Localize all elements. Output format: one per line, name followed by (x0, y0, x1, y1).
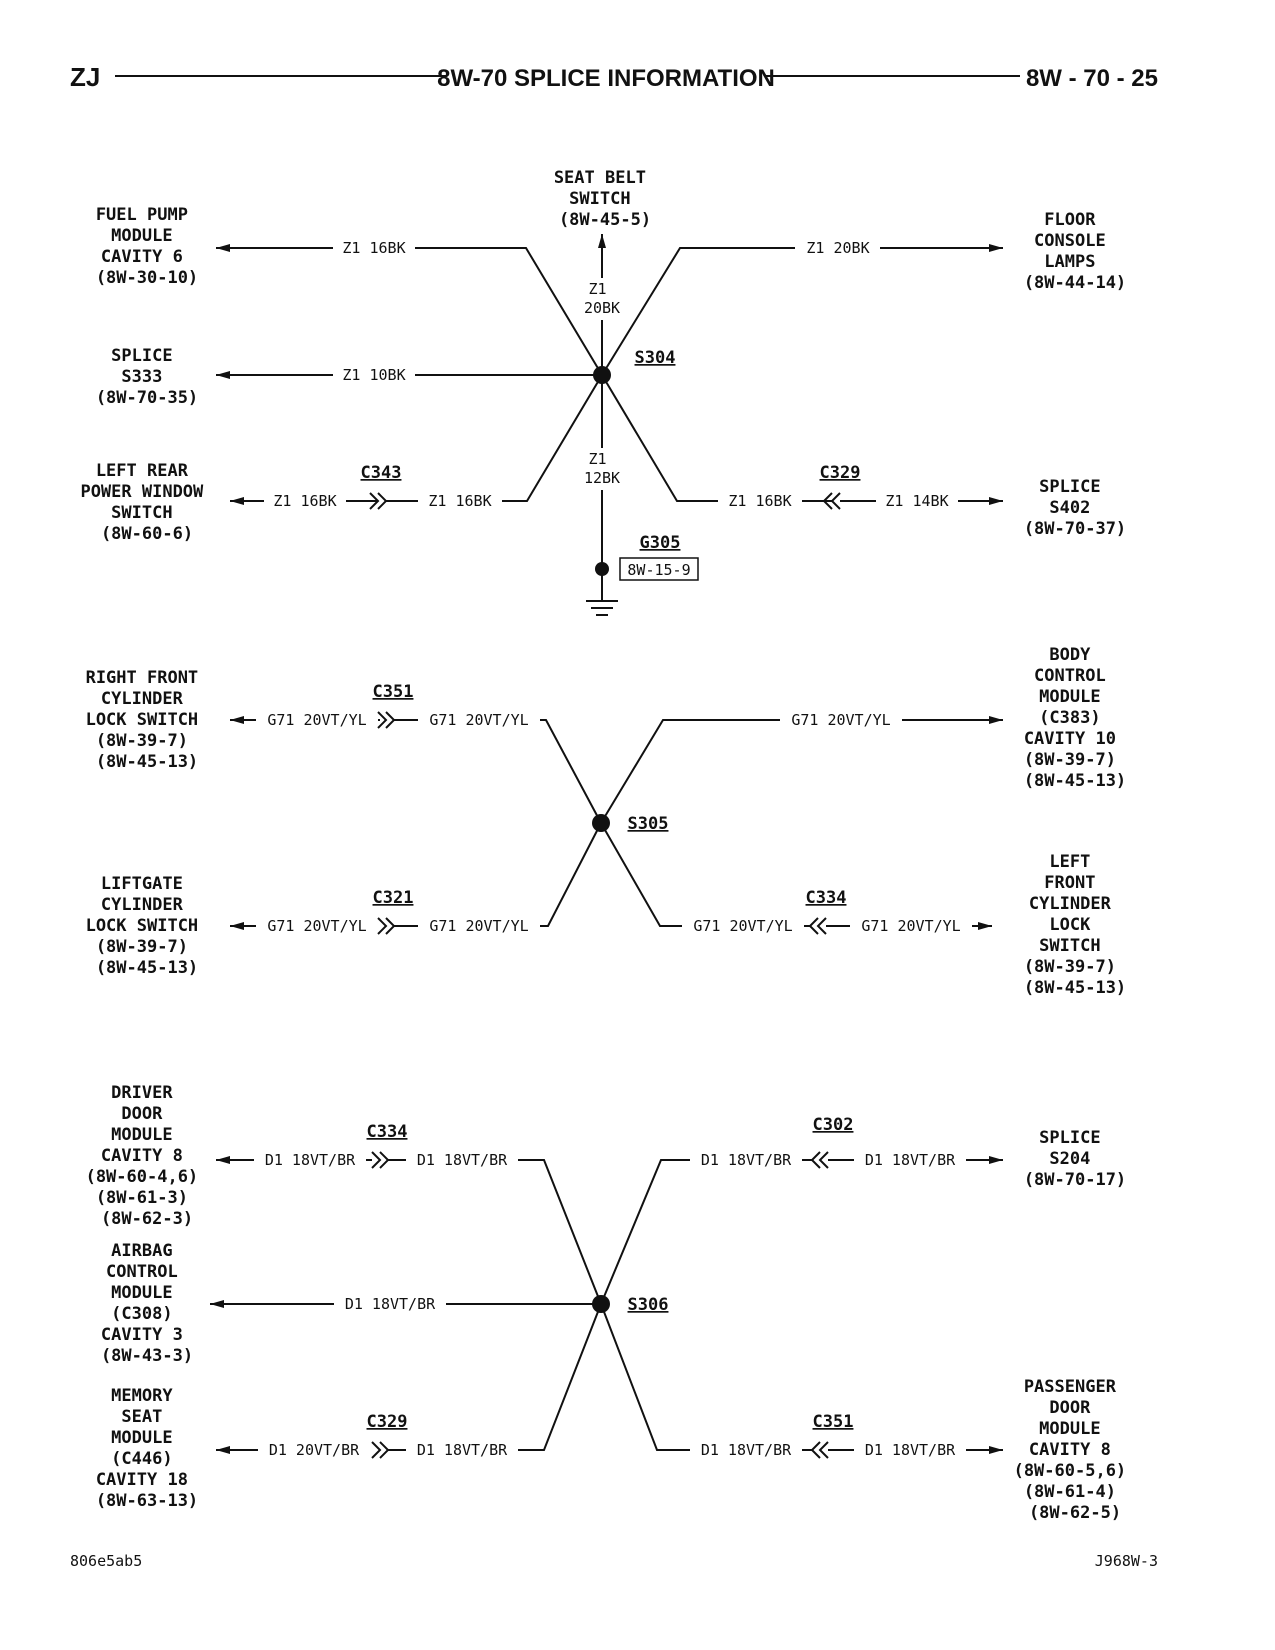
wire-label-ms-inner: D1 18VT/BR (416, 1441, 508, 1459)
connector-c329-icon (372, 1442, 388, 1458)
connector-c334-icon (372, 1152, 388, 1168)
wire-label-left-rear-outer: Z1 16BK (273, 492, 337, 510)
footer-code-right: J968W-3 (1094, 1552, 1158, 1570)
ground-ref-label: 8W-15-9 (627, 561, 691, 579)
wire-label-fuel-pump: Z1 16BK (342, 239, 406, 257)
left-front-cylinder-lock-switch-label: LEFT FRONT CYLINDER LOCK SWITCH (8W-39-7) (8W-45-13) (1023, 852, 1127, 998)
wire-label-s402-inner: Z1 16BK (728, 492, 792, 510)
connector-c329-label: C329 (819, 463, 861, 483)
connector-c321-icon (378, 918, 394, 934)
splice-s402-label: SPLICE S402 (8W-70-37) (1023, 477, 1127, 539)
wire-lf-a (601, 823, 682, 926)
ground-symbol-icon (586, 601, 618, 615)
wire-ms-c (518, 1304, 601, 1450)
terminal-arrow-icon (989, 497, 1003, 505)
wire-label-lf-outer: G71 20VT/YL (861, 917, 961, 935)
connector-c351-label: C351 (372, 682, 414, 702)
ground-g305-label: G305 (639, 533, 681, 553)
memory-seat-module-label: MEMORY SEAT MODULE (C446) CAVITY 18 (8W-63-13) (95, 1386, 199, 1511)
wire-dd-d (518, 1160, 601, 1304)
liftgate-cylinder-lock-switch-label: LIFTGATE CYLINDER LOCK SWITCH (8W-39-7) (8W-45-13) (85, 874, 199, 978)
terminal-arrow-icon (989, 1156, 1003, 1164)
splice-s304-label: S304 (634, 348, 676, 368)
connector-c351-label: C351 (812, 1412, 854, 1432)
connector-c343-label: C343 (360, 463, 402, 483)
connector-c351-icon (378, 712, 394, 728)
wire-label-lf-inner: G71 20VT/YL (693, 917, 793, 935)
airbag-control-module-label: AIRBAG CONTROL MODULE (C308) CAVITY 3 (8W-43-3) (100, 1241, 194, 1366)
wire-label-rf-outer: G71 20VT/YL (267, 711, 367, 729)
terminal-arrow-icon (978, 922, 992, 930)
splice-s305-node (592, 814, 610, 832)
passenger-door-module-label: PASSENGER DOOR MODULE CAVITY 8 (8W-60-5,6) (8W-61-4) (8W-62-5) (1013, 1377, 1127, 1523)
wire-label-dd-inner: D1 18VT/BR (416, 1151, 508, 1169)
connector-c334-label: C334 (366, 1122, 408, 1142)
wire-label-bcm: G71 20VT/YL (791, 711, 891, 729)
wire-floor-console-a (602, 248, 795, 375)
wire-rf-d (540, 720, 601, 823)
wire-s204-a (601, 1160, 690, 1304)
seat-belt-switch-label: SEAT BELT SWITCH (8W-45-5) (553, 168, 652, 230)
driver-door-module-label: DRIVER DOOR MODULE CAVITY 8 (8W-60-4,6) (8W-61-3) (8W-62-3) (85, 1083, 199, 1229)
splice-s204-label: SPLICE S204 (8W-70-17) (1023, 1128, 1127, 1190)
wire-label-floor-console: Z1 20BK (806, 239, 870, 257)
wire-label-seat-belt: Z1 20BK (583, 280, 621, 317)
wire-label-rf-inner: G71 20VT/YL (429, 711, 529, 729)
splice-s305-label: S305 (627, 814, 669, 834)
connector-c321-label: C321 (372, 888, 414, 908)
wire-label-s333: Z1 10BK (342, 366, 406, 384)
wire-label-ms-outer: D1 20VT/BR (268, 1441, 360, 1459)
terminal-arrow-icon (989, 716, 1003, 724)
wire-label-dd-outer: D1 18VT/BR (264, 1151, 356, 1169)
fuel-pump-module-label: FUEL PUMP MODULE CAVITY 6 (8W-30-10) (95, 205, 199, 288)
wire-bcm-a (601, 720, 780, 823)
splice-s304-group (80, 168, 1126, 615)
terminal-arrow-icon (989, 244, 1003, 252)
connector-c334-label: C334 (805, 888, 847, 908)
wire-label-s204-outer: D1 18VT/BR (864, 1151, 956, 1169)
connector-c334-icon (810, 918, 826, 934)
wire-lg-c (540, 823, 601, 926)
wire-label-s204-inner: D1 18VT/BR (700, 1151, 792, 1169)
footer-code-left: 806e5ab5 (70, 1552, 143, 1570)
terminal-arrow-icon (989, 1446, 1003, 1454)
splice-s306-node (592, 1295, 610, 1313)
wire-label-s402-outer: Z1 14BK (885, 492, 949, 510)
wire-label-left-rear-inner: Z1 16BK (428, 492, 492, 510)
connector-c302-icon (812, 1152, 828, 1168)
wire-label-airbag: D1 18VT/BR (344, 1295, 436, 1313)
connector-c351-icon (812, 1442, 828, 1458)
wire-label-lg-outer: G71 20VT/YL (267, 917, 367, 935)
splice-s306-group (86, 1083, 1137, 1523)
page-title: 8W-70 SPLICE INFORMATION (437, 65, 775, 92)
left-rear-power-window-switch-label: LEFT REAR POWER WINDOW SWITCH (8W-60-6) (80, 461, 204, 544)
connector-c329-label: C329 (366, 1412, 408, 1432)
body-control-module-label: BODY CONTROL MODULE (C383) CAVITY 10 (8W-39-7) (8W-45-13) (1023, 645, 1127, 791)
page-number: 8W - 70 - 25 (1025, 65, 1158, 92)
wire-pd-a (601, 1304, 690, 1450)
connector-c302-label: C302 (812, 1115, 854, 1135)
splice-s306-label: S306 (627, 1295, 669, 1315)
wire-label-lg-inner: G71 20VT/YL (429, 917, 529, 935)
wire-label-ground: Z1 12BK (583, 450, 621, 487)
right-front-cylinder-lock-switch-label: RIGHT FRONT CYLINDER LOCK SWITCH (8W-39-7) (8W-45-13) (85, 668, 199, 772)
splice-s304-node (593, 366, 611, 384)
splice-s305-group (86, 645, 1127, 998)
floor-console-lamps-label: FLOOR CONSOLE LAMPS (8W-44-14) (1023, 210, 1127, 293)
splice-s333-label: SPLICE S333 (8W-70-35) (95, 346, 199, 408)
ground-point-icon (595, 562, 609, 576)
header-model: ZJ (70, 62, 101, 92)
wire-fuel-pump-b (415, 248, 602, 375)
wire-label-pd-outer: D1 18VT/BR (864, 1441, 956, 1459)
wire-label-pd-inner: D1 18VT/BR (700, 1441, 792, 1459)
